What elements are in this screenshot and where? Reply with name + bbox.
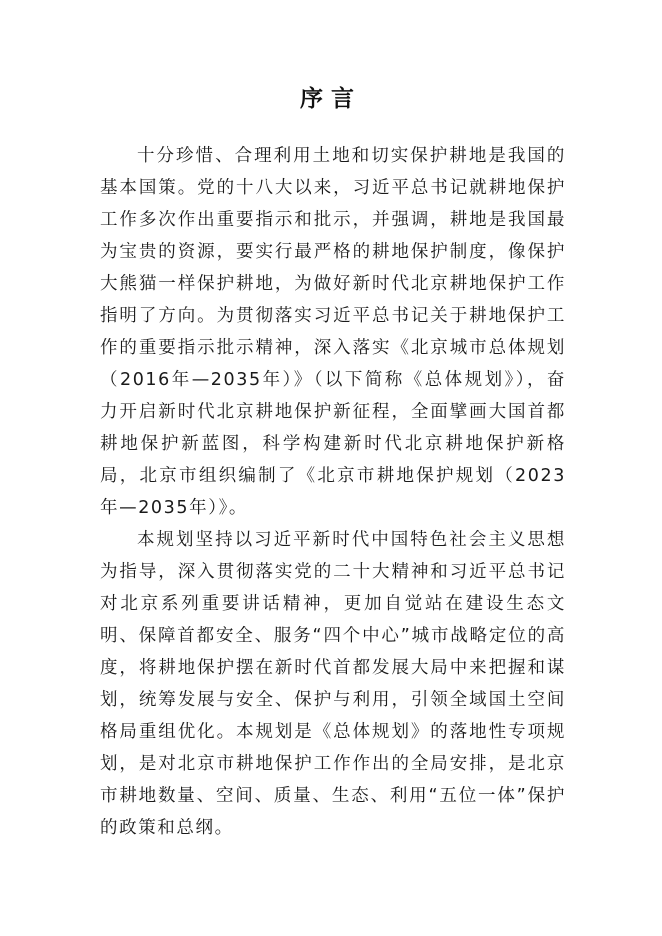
paragraph-1: 十分珍惜、合理利用土地和切实保护耕地是我国的基本国策。党的十八大以来，习近平总书记就耕地保护工作多次作出重要指示和批示，并强调，耕地是我国最为宝贵的资源，要实行最严格的耕地保护制度，像保护大熊猫一样保护耕地，为做好新时代北京耕地保护工作指明了方向。为贯彻落实习近平总书记关于耕地保护工作的重要指示批示精神，深入落实《北京城市总体规划（2016年—2035年）》（以下简称《总体规划》），奋力开启新时代北京耕地保护新征程，全面擘画大国首都耕地保护新蓝图，科学构建新时代北京耕地保护新格局，北京市组织编制了《北京市耕地保护规划（2023年—2035年）》。 xyxy=(100,146,566,518)
paragraph-2: 本规划坚持以习近平新时代中国特色社会主义思想为指导，深入贯彻落实党的二十大精神和习近平总书记对北京系列重要讲话精神，更加自觉站在建设生态文明、保障首都安全、服务“四个中心”城市战略定位的高度，将耕地保护摆在新时代首都发展大局中来把握和谋划，统筹发展与安全、保护与利用，引领全域国土空间格局重组优化。本规划是《总体规划》的落地性专项规划，是对北京市耕地保护工作作出的全局安排，是北京市耕地数量、空间、质量、生态、利用“五位一体”保护的政策和总纲。 xyxy=(100,530,566,838)
preface-body xyxy=(100,140,566,844)
page-title: 序言 xyxy=(300,85,362,112)
